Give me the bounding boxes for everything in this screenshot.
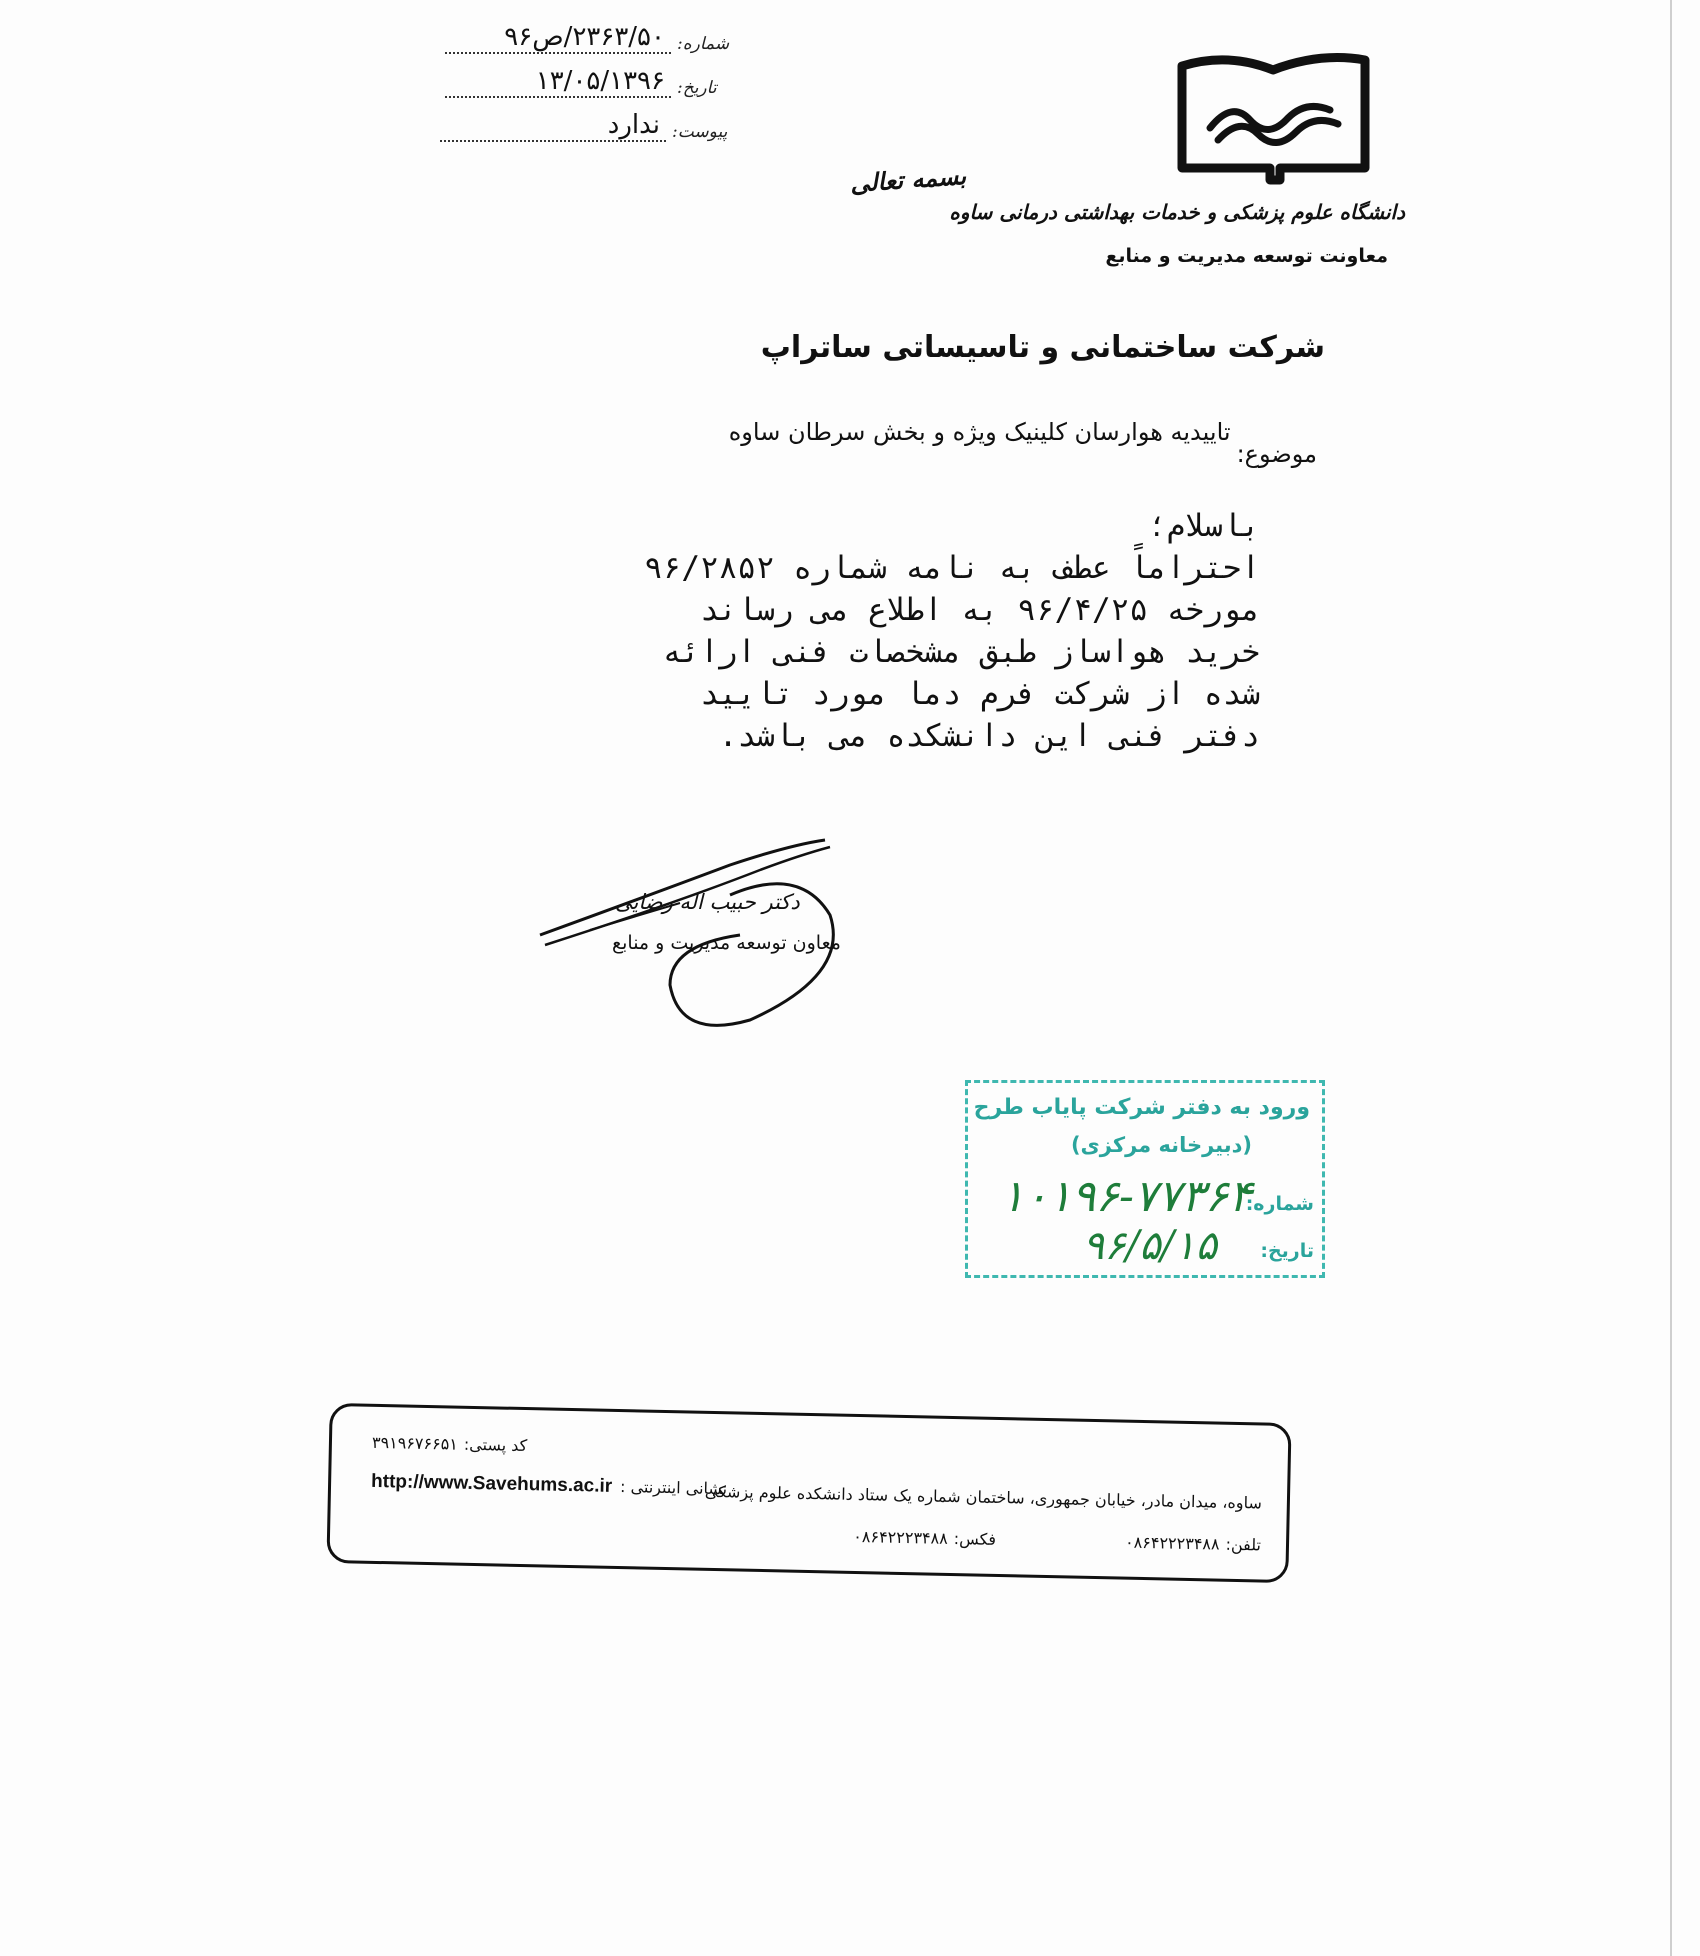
website-label: نشانی اینترنتی : — [619, 1477, 728, 1499]
fax-value: ۰۸۶۴۲۲۲۳۴۸۸ — [853, 1526, 948, 1548]
stamp-date-label: تاریخ: — [1260, 1240, 1314, 1262]
body-line: دفتر فنی این دانشکده می باشد. — [718, 718, 1260, 754]
letter-attachment-label: پیوست: — [672, 122, 728, 142]
footer-address: ساوه، میدان مادر، خیابان جمهوری، ساختمان شماره یک ستاد دانشکده علوم پزشکی — [704, 1481, 1263, 1513]
scan-edge — [1670, 0, 1672, 1956]
phone-label: تلفن: — [1225, 1534, 1262, 1555]
body-line: خرید هواساز طبق مشخصات فنی ارائه — [662, 634, 1260, 670]
postal-code-label: کد پستی: — [463, 1434, 528, 1456]
registration-stamp — [965, 1080, 1325, 1278]
footer-phone — [1125, 1533, 1261, 1555]
footer-address-box — [326, 1403, 1291, 1583]
university-logo-icon — [1170, 48, 1375, 188]
letter-date-row — [445, 66, 717, 98]
postal-code-value: ۳۹۱۹۶۷۶۶۵۱ — [371, 1432, 459, 1454]
stamp-office: (دبیرخانه مرکزی) — [1070, 1133, 1252, 1157]
letter-attachment-value: ندارد — [440, 110, 666, 142]
stamp-number-value: ۱۰۱۹۶-۷۷۳۶۴ — [1000, 1171, 1252, 1222]
body-line: مورخه ۹۶/۴/۲۵ به اطلاع می رساند — [700, 592, 1260, 628]
footer-website — [371, 1471, 727, 1500]
letter-number-row — [445, 22, 729, 54]
website-link[interactable]: http://www.Savehums.ac.ir — [370, 1470, 613, 1497]
subject-text: تاییدیه هوارسان کلینیک ویژه و بخش سرطان ساوه — [728, 418, 1231, 446]
footer-fax — [853, 1527, 996, 1549]
stamp-company: ورود به دفتر شرکت پایاب طرح — [973, 1095, 1310, 1120]
stamp-date-value: ۹۶/۵/۱۵ — [1082, 1223, 1217, 1269]
subject-line — [729, 418, 1317, 468]
letter-number-value: ۲۳۶۳/۵۰/ص۹۶ — [445, 22, 671, 54]
phone-value: ۰۸۶۴۲۲۲۳۴۸۸ — [1124, 1532, 1220, 1554]
footer-postal — [372, 1433, 528, 1455]
letter-body — [470, 505, 1260, 757]
recipient-title: شرکت ساختمانی و تاسیساتی ساتراپ — [760, 330, 1325, 365]
letter-attachment-row — [440, 110, 727, 142]
university-name: دانشگاه علوم پزشکی و خدمات بهداشتی درمانی ساوه — [949, 200, 1405, 224]
letter-date-value: ۱۳/۰۵/۱۳۹۶ — [445, 66, 671, 98]
besmeh-heading: بسمه تعالی — [849, 160, 967, 199]
body-line: احتراماً عطف به نامه شماره ۹۶/۲۸۵۲ — [644, 550, 1260, 586]
signatory-title: معاون توسعه مدیریت و منابع — [612, 932, 841, 954]
letter-date-label: تاریخ: — [677, 78, 717, 98]
letter-number-label: شماره: — [677, 34, 730, 54]
stamp-number-label: شماره: — [1245, 1193, 1314, 1215]
body-line: شده از شرکت فرم دما مورد تایید — [700, 676, 1260, 712]
body-line: باسلام؛ — [1148, 508, 1260, 544]
signatory-name: دکتر حبیب اله رضایی — [615, 890, 800, 914]
subject-label: موضوع: — [1236, 440, 1317, 468]
fax-label: فکس: — [953, 1529, 997, 1549]
department-name: معاونت توسعه مدیریت و منابع — [1105, 245, 1388, 267]
